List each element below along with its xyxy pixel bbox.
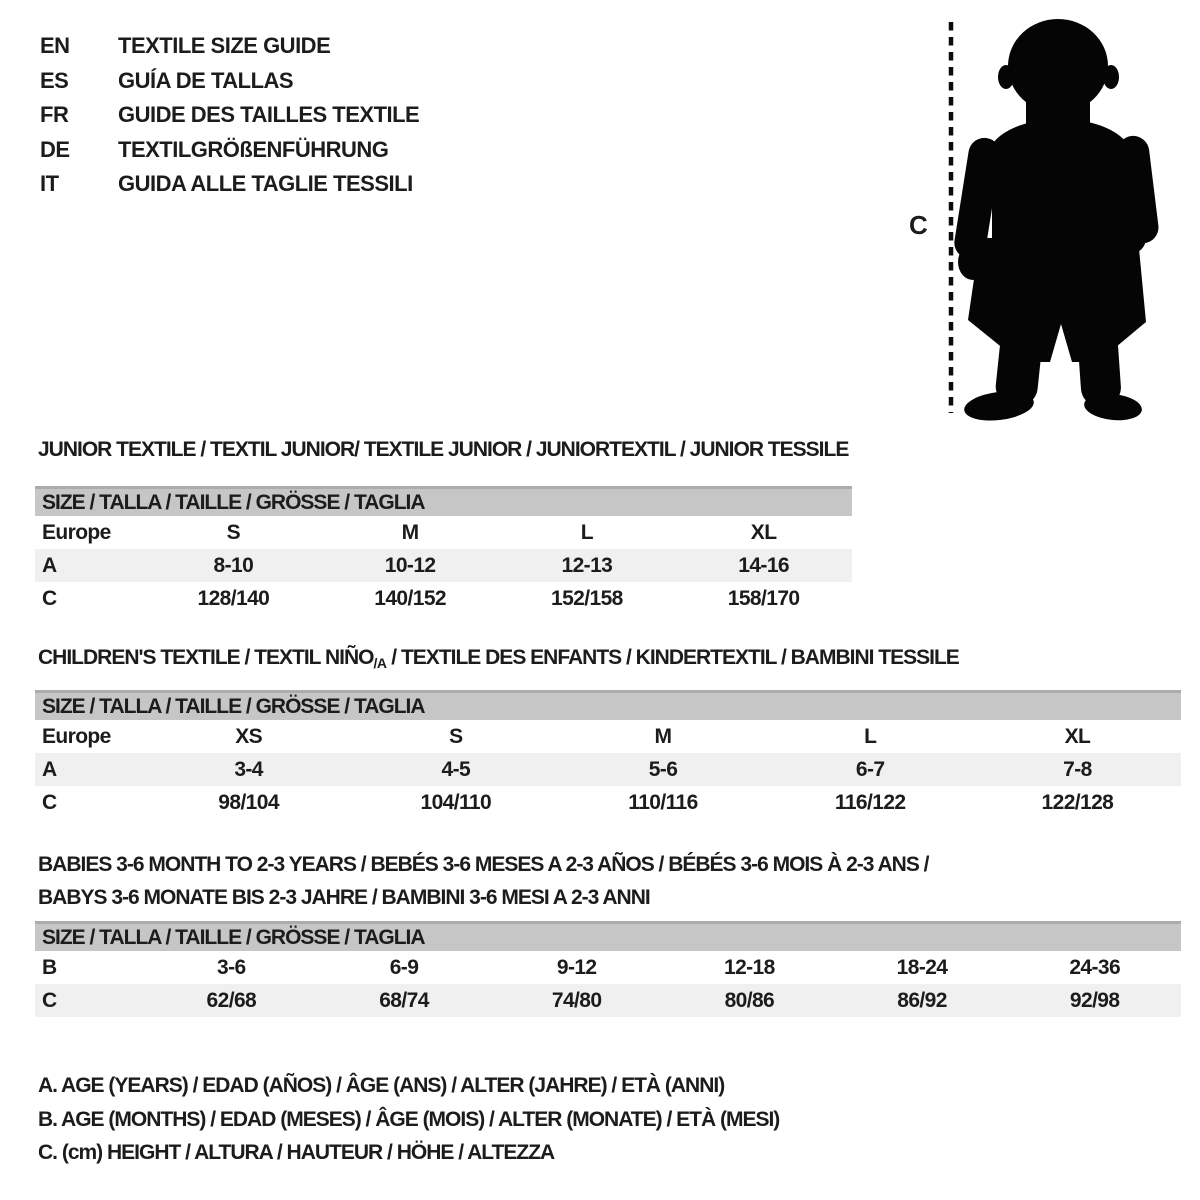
size-value: 116/122: [834, 790, 906, 814]
language-row: [40, 133, 419, 168]
toddler-silhouette: [952, 19, 1160, 422]
legend-line-c: C. (cm) HEIGHT / ALTURA / HAUTEUR / HÖHE / ALTEZZA: [38, 1141, 555, 1164]
size-table-header: SIZE / TALLA / TAILLE / GRÖSSE / TAGLIA: [35, 690, 1181, 720]
language-title: GUIDE DES TAILLES TEXTILE: [118, 102, 420, 127]
size-value: 6-7: [855, 757, 885, 781]
row-label: A: [42, 757, 57, 781]
children-title-main: CHILDREN'S TEXTILE / TEXTIL NIÑO: [38, 646, 374, 669]
junior-section-title: JUNIOR TEXTILE / TEXTIL JUNIOR/ TEXTILE JUNIOR / JUNIORTEXTIL / JUNIOR TESSILE: [38, 438, 849, 461]
language-row: [40, 64, 419, 99]
children-title-sub: /A: [373, 655, 387, 671]
table-row: [35, 753, 1181, 786]
language-title: GUIDA ALLE TAGLIE TESSILI: [118, 171, 413, 196]
size-value: L: [580, 520, 593, 544]
size-value: S: [226, 520, 241, 544]
row-label: A: [42, 553, 57, 577]
size-value: 86/92: [897, 988, 947, 1012]
size-value: 98/104: [218, 790, 279, 814]
row-label: C: [42, 988, 57, 1012]
height-measure-label: C: [909, 210, 928, 240]
language-list: [40, 29, 419, 202]
size-value: 8-10: [213, 553, 254, 577]
language-code: EN: [40, 33, 70, 58]
babies-size-table: [35, 921, 1181, 1017]
table-row: [35, 984, 1181, 1017]
babies-title-line2: BABYS 3-6 MONATE BIS 2-3 JAHRE / BAMBINI 3-6 MESI A 2-3 ANNI: [38, 886, 650, 909]
size-value: 18-24: [896, 955, 948, 979]
language-row: [40, 167, 419, 202]
height-figure: [900, 10, 1180, 422]
size-value: 68/74: [379, 988, 429, 1012]
toddler-silhouette-image: [900, 10, 1180, 422]
size-value: 122/128: [1041, 790, 1114, 814]
size-value: 110/116: [628, 790, 698, 814]
language-code: ES: [40, 67, 69, 93]
size-value: XL: [1064, 724, 1091, 748]
size-value: 14-16: [738, 553, 789, 577]
size-value: 80/86: [724, 988, 775, 1012]
size-value: 12-18: [723, 955, 775, 979]
children-section-title: [38, 641, 959, 680]
language-title: TEXTILE SIZE GUIDE: [118, 33, 331, 58]
size-value: 140/152: [374, 586, 446, 610]
table-row: [35, 951, 1181, 984]
row-label: C: [42, 790, 57, 814]
size-value: 158/170: [727, 586, 800, 610]
language-row: [40, 98, 419, 133]
junior-size-table: [35, 486, 852, 615]
size-value: M: [401, 520, 419, 544]
size-value: 6-9: [389, 955, 419, 979]
legend-line-a: A. AGE (YEARS) / EDAD (AÑOS) / ÂGE (ANS) / ALTER (JAHRE) / ETÀ (ANNI): [38, 1074, 725, 1097]
babies-section-title: [38, 848, 929, 914]
table-row: [35, 582, 852, 615]
size-value: 12-13: [561, 553, 613, 577]
size-value: 104/110: [420, 790, 492, 814]
table-row: [35, 516, 852, 549]
language-code: IT: [40, 171, 59, 196]
children-title-rest: / TEXTILE DES ENFANTS / KINDERTEXTIL / BAMBINI TESSILE: [386, 646, 959, 669]
babies-title-line1: BABIES 3-6 MONTH TO 2-3 YEARS / BEBÉS 3-6 MESES A 2-3 AÑOS / BÉBÉS 3-6 MOIS À 2-3 ANS /: [38, 853, 929, 876]
row-label: B: [42, 955, 57, 979]
size-value: 152/158: [551, 586, 623, 610]
size-value: S: [449, 724, 463, 748]
size-value: 10-12: [384, 553, 436, 577]
size-value: M: [654, 724, 672, 748]
size-value: XS: [235, 724, 263, 748]
table-row: [35, 720, 1181, 753]
table-row: [35, 786, 1181, 819]
size-value: 92/98: [1069, 988, 1120, 1012]
size-value: 3-6: [217, 955, 246, 979]
size-value: 3-4: [234, 757, 263, 781]
size-table-header: SIZE / TALLA / TAILLE / GRÖSSE / TAGLIA: [35, 921, 1181, 951]
children-size-table: [35, 690, 1181, 819]
language-row: [40, 29, 419, 64]
size-value: 5-6: [648, 757, 678, 781]
legend-line-b: B. AGE (MONTHS) / EDAD (MESES) / ÂGE (MOIS) / ALTER (MONATE) / ETÀ (MESI): [38, 1107, 780, 1131]
size-value: 128/140: [197, 586, 270, 610]
language-title: TEXTILGRÖßENFÜHRUNG: [118, 136, 389, 162]
size-value: XL: [750, 520, 777, 544]
row-label: C: [42, 586, 57, 610]
measure-legend: [38, 1069, 779, 1170]
row-label: Europe: [42, 520, 111, 544]
language-code: DE: [40, 136, 70, 162]
size-value: 7-8: [1063, 757, 1092, 781]
table-row: [35, 549, 852, 582]
size-value: 9-12: [556, 955, 597, 979]
size-value: 62/68: [206, 988, 257, 1012]
size-value: 74/80: [551, 988, 602, 1012]
size-value: 4-5: [441, 757, 471, 781]
row-label: Europe: [42, 724, 111, 748]
language-code: FR: [40, 102, 69, 127]
size-table-header: SIZE / TALLA / TAILLE / GRÖSSE / TAGLIA: [35, 486, 852, 516]
size-value: L: [864, 724, 877, 748]
size-value: 24-36: [1069, 955, 1121, 979]
language-title: GUÍA DE TALLAS: [118, 67, 294, 93]
